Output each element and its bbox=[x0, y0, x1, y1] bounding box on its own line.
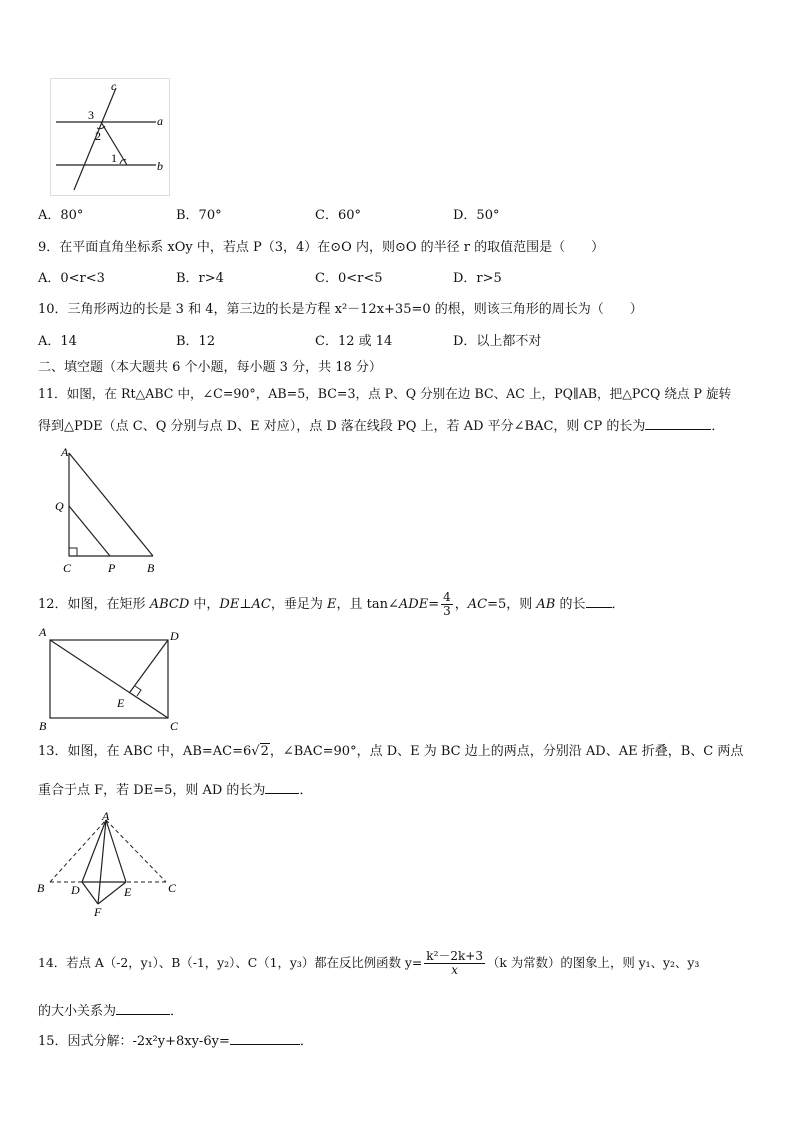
label-B: B bbox=[147, 561, 155, 575]
q13-stem-line1 bbox=[38, 744, 743, 760]
fraction-4-3 bbox=[441, 591, 453, 618]
q9-option-a: A．0<r<3 bbox=[38, 271, 105, 286]
frac-den: x bbox=[451, 963, 459, 977]
label-C: C bbox=[63, 561, 72, 575]
sqrt-radicand: 2 bbox=[260, 744, 269, 759]
q8-option-a: A．80° bbox=[38, 208, 84, 223]
q12-deac: DE⊥AC bbox=[219, 597, 271, 612]
q13-text: ，∠BAC=90°，点 D、E 为 BC 边上的两点，分别沿 AD、AE 折叠，B、C 两点 bbox=[269, 744, 744, 759]
figure-q12-rectangle bbox=[36, 626, 186, 734]
fraction-k bbox=[424, 950, 485, 977]
label-C: C bbox=[170, 719, 179, 733]
label-E: E bbox=[124, 885, 132, 899]
q10-stem: 10．三角形两边的长是 3 和 4，第三边的长是方程 x²－12x+35=0 的根，则该三角形的周长为（ ） bbox=[38, 302, 643, 317]
q12-e: E bbox=[327, 597, 337, 612]
figure-q11-triangle bbox=[55, 444, 163, 578]
q12-text: 12．如图，在矩形 bbox=[38, 597, 150, 612]
q12-text: 中， bbox=[189, 597, 220, 612]
q15-text: 15．因式分解：-2x²y+8xy-6y= bbox=[38, 1034, 230, 1049]
figure-q8-parallel-lines bbox=[50, 78, 170, 196]
label-Q: Q bbox=[55, 499, 64, 513]
q12-text: ，垂足为 bbox=[270, 597, 328, 612]
q8-option-d: D．50° bbox=[453, 208, 500, 223]
q14-end: ． bbox=[170, 1004, 184, 1019]
q12-text: ， bbox=[454, 597, 468, 612]
label-P: P bbox=[108, 561, 116, 575]
label-2: 2 bbox=[95, 129, 101, 143]
q9-option-d: D．r>5 bbox=[453, 271, 502, 286]
answer-blank bbox=[230, 1032, 300, 1045]
q13-text: 13．如图，在 ABC 中，AB=AC=6 bbox=[38, 744, 252, 759]
q9-option-c: C．0<r<5 bbox=[315, 271, 383, 286]
q10-option-d: D．以上都不对 bbox=[453, 334, 542, 349]
q12-eq: = bbox=[428, 597, 440, 612]
q10-option-b: B．12 bbox=[176, 334, 216, 349]
q13-stem-line2 bbox=[38, 781, 312, 799]
q13-end: ． bbox=[299, 783, 313, 798]
q12-text: =5，则 bbox=[487, 597, 537, 612]
q12-ac: AC bbox=[467, 597, 488, 612]
label-3: 3 bbox=[88, 108, 94, 122]
answer-blank bbox=[645, 417, 711, 430]
q11-end: ． bbox=[711, 419, 725, 434]
q14-stem-line1 bbox=[38, 944, 699, 982]
label-F: F bbox=[94, 905, 102, 919]
label-b: b bbox=[157, 159, 163, 173]
answer-blank bbox=[116, 1002, 170, 1015]
frac-num: 4 bbox=[443, 590, 451, 604]
label-A: A bbox=[102, 810, 110, 823]
label-D: D bbox=[71, 883, 80, 897]
answer-blank bbox=[586, 595, 612, 608]
label-A: A bbox=[39, 626, 47, 639]
label-B: B bbox=[37, 881, 45, 895]
q11-stem-line2 bbox=[38, 417, 724, 435]
label-B: B bbox=[39, 719, 47, 733]
q12-ab: AB bbox=[536, 597, 556, 612]
q15-end: ． bbox=[299, 1034, 313, 1049]
q10-option-c: C．12 或 14 bbox=[315, 334, 393, 349]
q14-text: 14．若点 A（-2，y₁）、B（-1，y₂）、C（1，y₃）都在反比例函数 y= bbox=[38, 955, 423, 970]
q14-text: （k 为常数）的图象上，则 y₁、y₂、y₃ bbox=[486, 955, 700, 970]
q12-ade: ADE bbox=[398, 597, 429, 612]
q9-stem: 9．在平面直角坐标系 xOy 中，若点 P（3，4）在⊙O 内，则⊙O 的半径 r 的取值范围是（ ） bbox=[38, 240, 605, 255]
answer-blank bbox=[265, 781, 299, 794]
q12-text: ，且 tan∠ bbox=[336, 597, 399, 612]
section-2-heading: 二、填空题（本大题共 6 个小题，每小题 3 分，共 18 分） bbox=[38, 360, 382, 375]
label-C: C bbox=[168, 881, 177, 895]
frac-den: 3 bbox=[443, 604, 451, 618]
q11-stem-line1: 11．如图，在 Rt△ABC 中，∠C=90°，AB=5，BC=3，点 P、Q 分别在边 BC、AC 上，PQ∥AB，把△PCQ 绕点 P 旋转 bbox=[38, 386, 732, 401]
q13-text: 重合于点 F，若 DE=5，则 AD 的长为 bbox=[38, 783, 266, 798]
q12-abcd: ABCD bbox=[149, 597, 190, 612]
q12-end: ． bbox=[611, 597, 625, 612]
q8-option-b: B．70° bbox=[176, 208, 222, 223]
q8-option-c: C．60° bbox=[315, 208, 361, 223]
q9-option-b: B．r>4 bbox=[176, 271, 224, 286]
figure-q13-fold bbox=[36, 810, 182, 922]
q14-text: 的大小关系为 bbox=[38, 1004, 117, 1019]
frac-num: k²－2k+3 bbox=[426, 949, 483, 963]
q14-stem-line2 bbox=[38, 1002, 183, 1020]
label-c: c bbox=[111, 79, 117, 93]
q12-stem bbox=[38, 590, 625, 620]
q11-line2-text: 得到△PDE（点 C、Q 分别与点 D、E 对应），点 D 落在线段 PQ 上，若 AD 平分∠BAC，则 CP 的长为 bbox=[38, 419, 646, 434]
q12-text: 的长 bbox=[555, 597, 586, 612]
sqrt-sign: √ bbox=[251, 744, 260, 759]
label-1: 1 bbox=[111, 151, 117, 165]
q10-option-a: A．14 bbox=[38, 334, 77, 349]
label-D: D bbox=[170, 629, 179, 643]
label-a: a bbox=[157, 114, 163, 128]
q15-stem bbox=[38, 1032, 313, 1050]
label-E: E bbox=[117, 696, 125, 710]
label-A: A bbox=[61, 445, 69, 459]
